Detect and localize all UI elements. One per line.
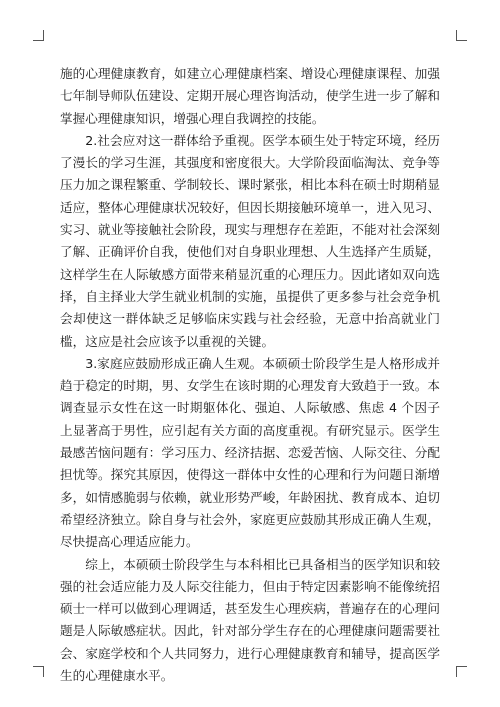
paragraph-summary: 综上，本硕硕士阶段学生与本科相比已具备相当的医学知识和较强的社会适应能力及人际交往能力，但由于特定因素影响不能像统招硕士一样可以做到心理调适，甚至发生心理疾病，普遍存在的心理问题是人际敏感症状。因此，针对部分学生存在的心理健康问题需要社会、家庭学校和个人共同努力，进行心理健康教育和辅导，提高医学生的心理健康水平。 — [60, 556, 440, 684]
document-body — [60, 63, 440, 687]
crop-mark-top-right — [456, 30, 467, 41]
crop-mark-top-left — [33, 30, 44, 41]
paragraph-family: 3.家庭应鼓励形成正确人生观。本硕硕士阶段学生是人格形成并趋于稳定的时期，男、女学生在该时期的心理发育大致趋于一致。本调查显示女性在这一时期躯体化、强迫、人际敏感、焦虑 4 个因子上显著高于男性，应引起有关方面的高度重视。有研究显示。医学生最感苦恼问题有：学习压力、经济拮据、恋爱苦恼、人际交往、分配担忧等。探究其原因，使得这一群体中女性的心理和行为问题日渐增多，如情感脆弱与依赖，就业形势严峻，年龄困扰、教育成本、迫切希望经济独立。除自身与社会外，家庭更应鼓励其形成正确人生观，尽快提高心理适应能力。 — [60, 355, 440, 550]
paragraph-continuation: 施的心理健康教育，如建立心理健康档案、增设心理健康课程、加强七年制导师队伍建设、定期开展心理咨询活动，使学生进一步了解和掌握心理健康知识，增强心理自我调控的技能。 — [60, 66, 440, 126]
crop-mark-bottom-right — [456, 666, 467, 677]
paragraph-society: 2.社会应对这一群体给予重视。医学本硕生处于特定环境，经历了漫长的学习生涯，其强度和密度很大。大学阶段面临淘汰、竞争等压力加之课程繁重、学制较长、课时紧张，相比本科在硕士时期稍显适应，整体心理健康状况较好，但因长期接触环境单一，进入见习、实习、就业等接触社会阶段，现实与理想存在差距，不能对社会深刻了解、正确评价自我，使他们对自身职业理想、人生选择产生质疑，这样学生在人际敏感方面带来稍显沉重的心理压力。因此诸如双向选择，自主择业大学生就业机制的实施，虽提供了更多参与社会竞争机会却使这一群体缺乏足够临床实践与社会经验，无意中抬高就业门槛，这应是社会应该予以重视的关键。 — [60, 132, 440, 349]
crop-mark-bottom-left — [33, 666, 44, 677]
